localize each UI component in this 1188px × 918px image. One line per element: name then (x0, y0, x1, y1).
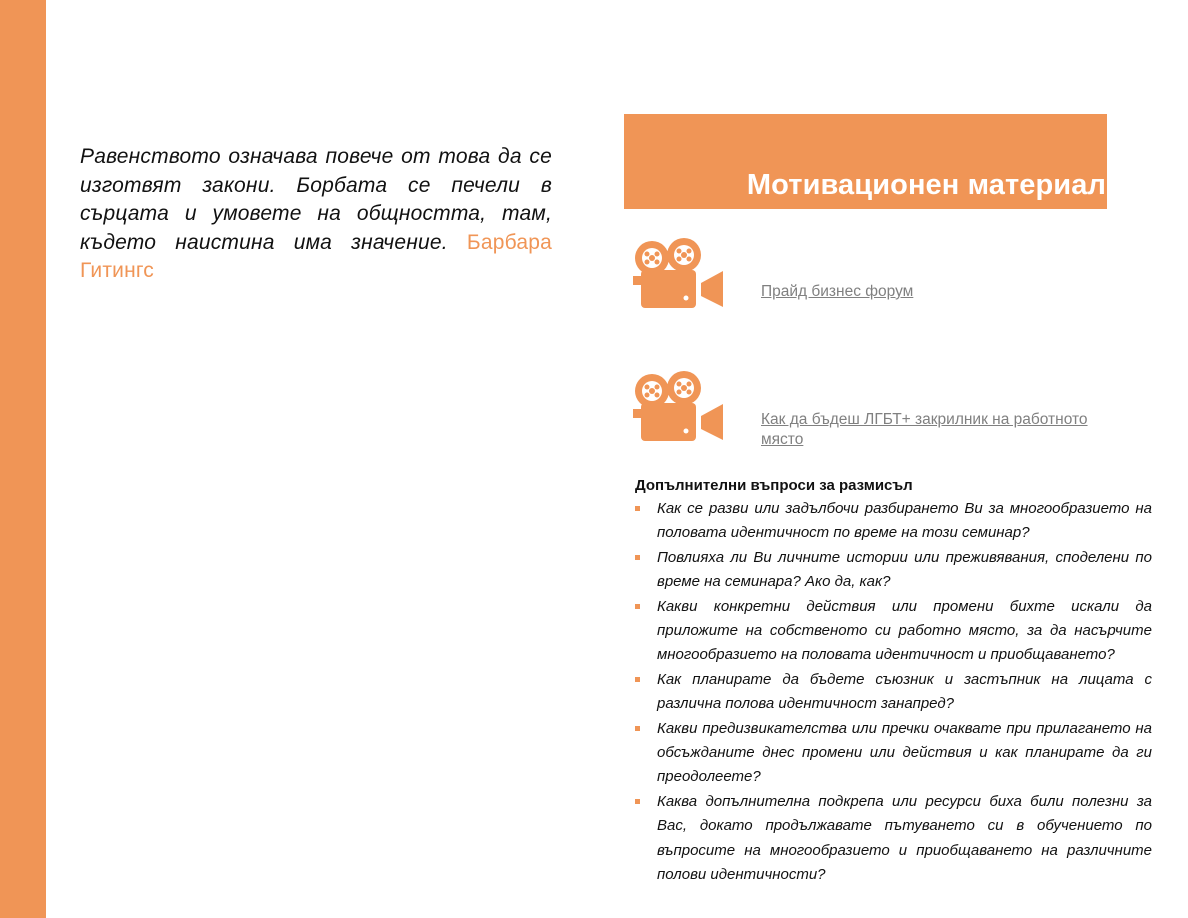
list-item: Какви конкретни действия или промени бихте искали да приложите на собственото си работно място, за да насърчите многообразието на половата идентичност и приобщаването? (635, 595, 1152, 668)
list-item: Как се разви или задълбочи разбирането Ви за многообразието на половата идентичност по време на този семинар? (635, 497, 1152, 546)
bullet-icon (635, 726, 640, 731)
quote-block (80, 143, 552, 286)
list-item: Повлияха ли Ви личните истории или преживявания, споделени по време на семинара? Ако да, как? (635, 546, 1152, 595)
bullet-icon (635, 506, 640, 511)
reflection-question-list (635, 497, 1152, 888)
video-camera-icon (633, 371, 725, 443)
side-accent-bar (0, 0, 46, 918)
quote-text: Равенството означава повече от това да се изготвят закони. Борбата се печели в сърцата и умовете на общността, там, където наистина има значение. (80, 145, 552, 254)
link-lgbt-ally-at-work[interactable]: Как да бъдеш ЛГБТ+ закрилник на работното място (761, 411, 1088, 448)
quote-author: Барбара Гитингс (80, 230, 552, 282)
bullet-icon (635, 604, 640, 609)
list-item: Как планирате да бъдете съюзник и застъпник на лицата с различна полова идентичност занапред? (635, 668, 1152, 717)
bullet-icon (635, 555, 640, 560)
bullet-icon (635, 799, 640, 804)
list-item: Каква допълнителна подкрепа или ресурси биха били полезни за Вас, докато продължавате пътуването си в обучението по въпросите на многообразието и приобщаването на различните полови идентичности? (635, 790, 1152, 888)
list-item: Какви предизвикателства или пречки очаквате при прилагането на обсъжданите днес промени или действия и как планирате да ги преодолеете? (635, 717, 1152, 790)
video-camera-icon (633, 238, 725, 310)
banner-title: Мотивационен материал (746, 169, 1106, 201)
bullet-icon (635, 677, 640, 682)
link-pride-business-forum[interactable]: Прайд бизнес форум (761, 283, 914, 300)
reflection-heading: Допълнителни въпроси за размисъл (635, 477, 913, 494)
section-banner (624, 114, 1107, 209)
